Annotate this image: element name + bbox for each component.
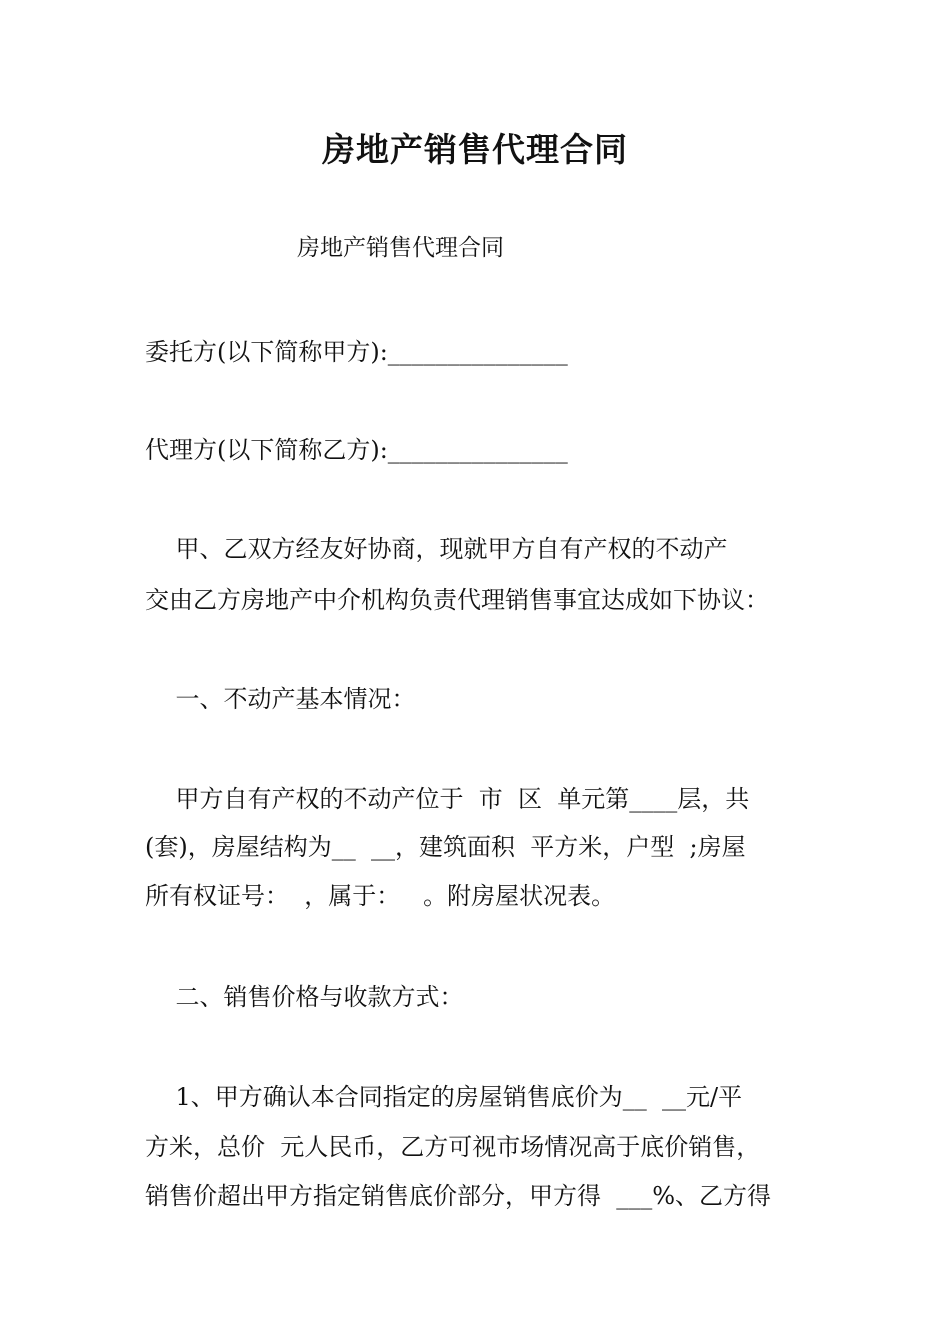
section1-heading: 一、不动产基本情况： [145, 685, 416, 713]
document-title: 房地产销售代理合同 [322, 130, 628, 169]
principal-party-line: 委托方(以下简称甲方):_______________ [145, 338, 568, 366]
document-subtitle: 房地产销售代理合同 [297, 235, 504, 261]
section1-line-2: (套)，房屋结构为__ __，建筑面积 平方米，户型 ;房屋 [145, 833, 746, 861]
intro-line-2: 交由乙方房地产中介机构负责代理销售事宜达成如下协议： [145, 586, 769, 614]
section1-line-3: 所有权证号： ，属于： 。附房屋状况表。 [145, 882, 616, 910]
section2-item1-line-1: 1、甲方确认本合同指定的房屋销售底价为__ __元/平 [145, 1083, 743, 1111]
intro-line-1: 甲、乙双方经友好协商，现就甲方自有产权的不动产 [145, 535, 728, 563]
section1-line-1: 甲方自有产权的不动产位于 市 区 单元第____层，共 [145, 785, 750, 813]
section2-item1-line-3: 销售价超出甲方指定销售底价部分，甲方得 ___%、乙方得 [145, 1182, 772, 1210]
section2-item1-line-2: 方米，总价 元人民币，乙方可视市场情况高于底价销售， [145, 1133, 761, 1161]
section2-heading: 二、销售价格与收款方式： [145, 983, 464, 1011]
agent-party-line: 代理方(以下简称乙方):_______________ [145, 436, 568, 464]
